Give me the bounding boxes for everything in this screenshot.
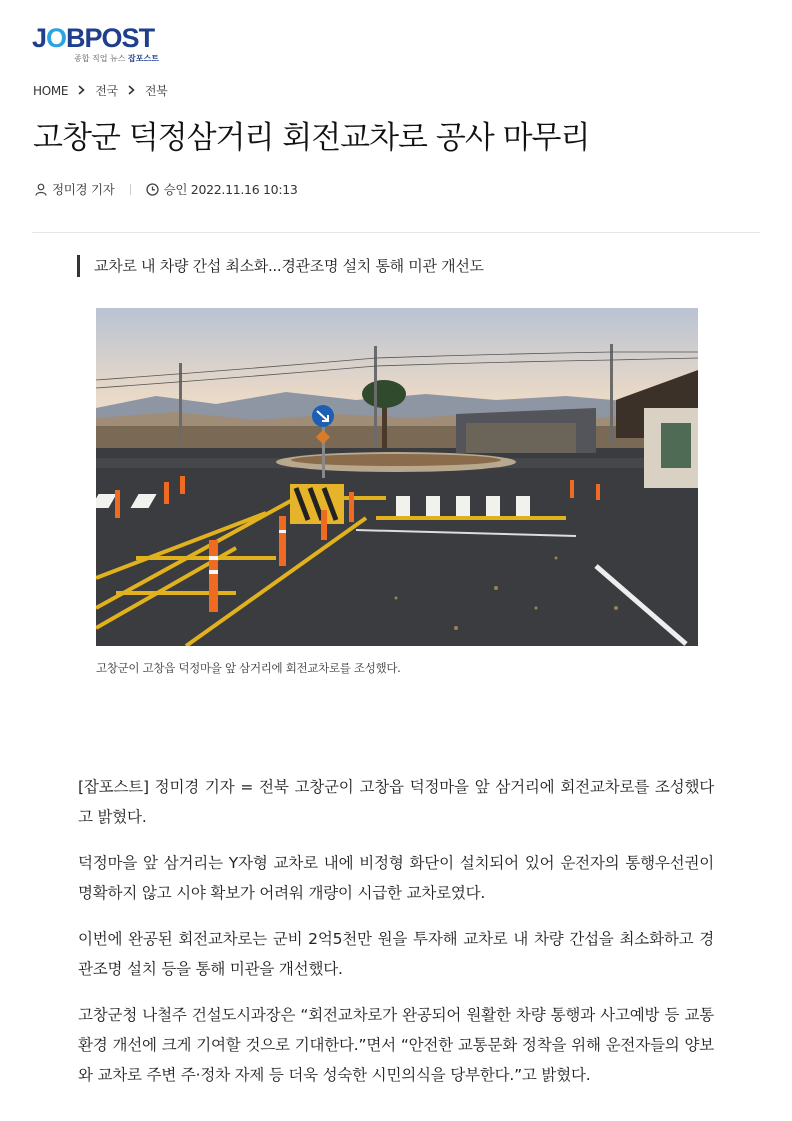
clock-icon xyxy=(146,183,159,196)
body-paragraph: 덕정마을 앞 삼거리는 Y자형 교차로 내에 비정형 화단이 설치되어 있어 운전자의 통행우선권이 명확하지 않고 시야 확보가 어려워 개량이 시급한 교차로였다. xyxy=(78,854,714,902)
article-byline xyxy=(35,180,298,198)
chevron-right-icon xyxy=(78,84,85,98)
approved-timestamp: 승인 2022.11.16 10:13 xyxy=(163,182,298,197)
article-body xyxy=(78,772,714,1106)
breadcrumb xyxy=(33,82,167,99)
logo-wordmark: JOBPOST xyxy=(32,23,155,53)
breadcrumb-jeonbuk[interactable]: 전북 xyxy=(144,84,168,98)
article-title: 고창군 덕정삼거리 회전교차로 공사 마무리 xyxy=(33,120,590,156)
site-logo[interactable] xyxy=(32,24,172,68)
body-paragraph: 고창군청 나철주 건설도시과장은 “회전교차로가 완공되어 원활한 차량 통행과 사고예방 등 교통환경 개선에 크게 기여할 것으로 기대한다.”면서 “안전한 교통문화 정착을 위해 운전자들의 양보와 교차로 주변 주·정차 자제 등 더욱 성숙한 시민의식을 당부한다.”고 밝혔다. xyxy=(78,1006,714,1084)
article-subtitle: 교차로 내 차량 간섭 최소화...경관조명 설치 통해 미관 개선도 xyxy=(77,255,484,277)
photo-caption: 고창군이 고창읍 덕정마을 앞 삼거리에 회전교차로를 조성했다. xyxy=(96,661,401,675)
breadcrumb-home[interactable]: HOME xyxy=(33,83,69,98)
header-divider xyxy=(32,232,760,233)
author-name[interactable]: 정미경 기자 xyxy=(52,182,115,197)
body-paragraph: [잡포스트] 정미경 기자 = 전북 고창군이 고창읍 덕정마을 앞 삼거리에 회전교차로를 조성했다고 밝혔다. xyxy=(78,778,714,826)
chevron-right-icon xyxy=(128,84,135,98)
logo-tagline: 종합 직업 뉴스 잡포스트 xyxy=(74,54,159,63)
person-icon xyxy=(35,183,47,196)
byline-divider xyxy=(130,184,131,195)
breadcrumb-national[interactable]: 전국 xyxy=(95,84,118,98)
article-photo xyxy=(96,308,698,646)
body-paragraph: 이번에 완공된 회전교차로는 군비 2억5천만 원을 투자해 교차로 내 차량 간섭을 최소화하고 경관조명 설치 등을 통해 미관을 개선했다. xyxy=(78,930,714,978)
